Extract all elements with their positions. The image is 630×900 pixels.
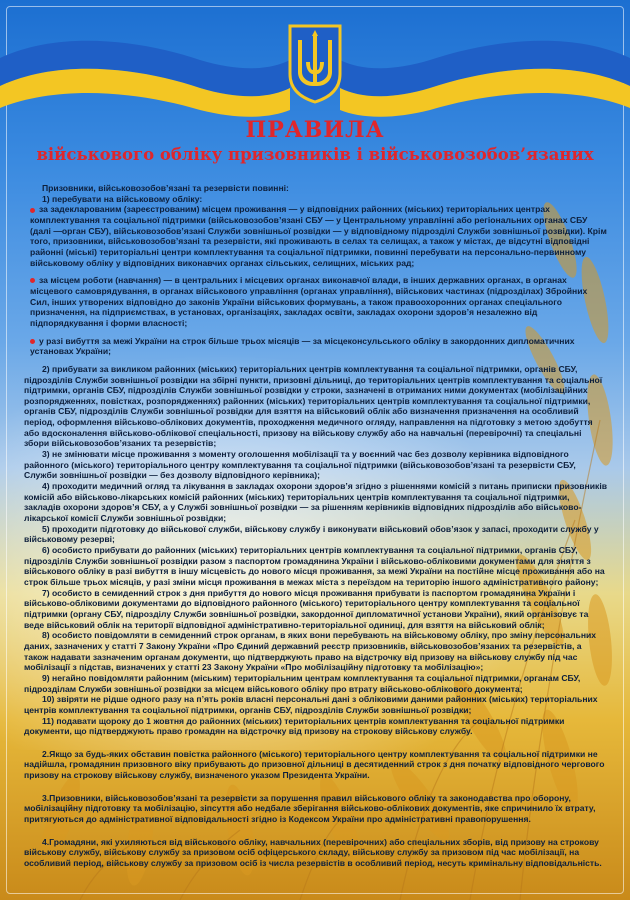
rule-1-bullet-work: за місцем роботи (навчання) — в центральних і місцевих органах виконавчої влади, в інших державних органах, в органах місцевого самоврядування, в органах військового управління (органах управління), військових частинах (підрозділах) Збройних Сил, інших утворених відповідно до законів України військових формувань, а також правоохоронних органах спеціального призначення, на підприємствах, в установах, організаціях, закладах освіти, закладах охорони здоров’я незалежно від підпорядкування і форми власності; <box>30 275 588 328</box>
section-4: 4.Громадяни, які ухиляються від військового обліку, навчальних (перевірочних) або спеціальних зборів, від призову на строкову військову службу, військову службу за призовом осіб офіцерського складу, військову службу за призовом під час мобілізації, на особливий період, військову службу за призовом осіб із числа резервістів в особливий період, несуть кримінальну відповідальність. <box>24 836 602 869</box>
bullet-icon <box>30 208 35 213</box>
bullet-icon <box>30 339 35 344</box>
rule-1-bullet-abroad: у разі вибуття за межі України на строк більше трьох місяців — за місцеконсульського обліку в закордонних дипломатичних установах України; <box>30 335 575 357</box>
rule-9: 9) негайно повідомляти районним (міським) територіальним центрам комплектування та соціальної підтримки, органам СБУ, підрозділам Служби зовнішньої розвідки за місцем військового обліку про втрату військово-облікового документа; <box>24 672 581 694</box>
rule-1-bullet-residence: за задекларованим (зареєстрованим) місцем проживання — у відповідних районних (міських) територіальних центрах комплектування та соціальної підтримки (військовозобов’язані СБУ — у Центральному управлінні або регіональних органах СБУ (далі —орган СБУ), військовозобов’язані Служби зовнішньої розвідки — у відповідному підрозділі Служби зовнішньої розвідки). Крім того, призовники, військовозобов’язані та резервісти, які проживають в селах та селищах, а також у містах, де відсутні відповідні районні (міські) територіальні центри комплектування та соціальної підтримки, повинні перебувати на персонально-первинному військовому обліку у відповідних виконавчих органах сільських, селищних, міських рад; <box>30 204 607 268</box>
rule-7: 7) особисто в семиденний строк з дня прибуття до нового місця проживання прибувати із паспортом громадянина України і військово-обліковими документами до відповідного районного (міського) територіального центру комплектування та соціальної підтримки (органу СБУ, підрозділу Служби зовнішньої розвідки, закордонної дипломатичної установи України), який організовує та веде військовий облік на території відповідної адміністративно-територіальної одиниці, для взяття на військовий облік; <box>24 587 589 630</box>
trident-emblem <box>286 22 344 104</box>
intro-text: Призовники, військовозобов’язані та резервісти повинні: <box>42 183 289 193</box>
rule-1: 1) перебувати на військовому обліку: <box>42 193 203 204</box>
rule-5: 5) проходити підготовку до військової служби, військову службу і виконувати військовий обов’язок у запасі, проходити службу у військовому резерві; <box>24 523 599 545</box>
rule-4: 4) проходити медичний огляд та лікування в закладах охорони здоров’я згідно з рішеннями комісій з питань приписки призовників комісій або військово-лікарських комісій районних (міських) територіальних центрів комплектування та соціальної підтримки, закладів охорони здоров’я СБУ, а у Службі зовнішньої розвідки — за рішенням керівників відповідних підрозділів або військово-лікарської комісії Служби зовнішньої розвідки; <box>24 481 607 524</box>
rules-text <box>24 183 608 895</box>
poster-title: ПРАВИЛА <box>245 117 385 143</box>
rule-8: 8) особисто повідомляти в семиденний строк органам, в яких вони перебувають на військовому обліку, про зміну персональних даних, зазначених у статті 7 Закону України «Про Єдиний державний реєстр призовників, військовозобов’язаних та резервістів, а також надавати зазначеним органам документи, що підтверджують право на відстрочку від призову на військову службу під час мобілізації з підстав, визначених у статті 23 Закону України «Про мобілізаційну підготовку та мобілізацію»; <box>24 630 597 673</box>
poster-subtitle: військового обліку призовників і військовозобов’язаних <box>36 145 594 164</box>
rule-11: 11) подавати щороку до 1 жовтня до районних (міських) територіальних центрів комплектування та соціальної підтримки документи, що підтверджують право громадян на відстрочку від призову на строкову військову службу. <box>24 715 565 737</box>
section-2: 2.Якщо за будь-яких обставин повістка районного (міського) територіального центру комплектування та соціальної підтримки не надійшла, громадянин призовного віку прибувають до призовної дільниці в десятиденний строк з дня початку відповідного чергового призову на строкову військову службу, визначеного указом Президента України. <box>24 748 605 781</box>
section-3: 3.Призовники, військовозобов’язані та резервісти за порушення правил військового обліку та законодавства про оборону, мобілізаційну підготовку та мобілізацію, зіпсуття або недбале зберігання військово-облікових документів, яке спричинило їх втрату, притягуються до адміністративної відповідальності згідно із Кодексом України про адміністративні правопорушення. <box>24 792 596 825</box>
bullet-icon <box>30 278 35 283</box>
rule-10: 10) звіряти не рідше одного разу на п’ять років власні персональні дані з обліковими даними районних (міських) територіальних центрів комплектування та соціальної підтримки, органів СБУ, підрозділів Служби зовнішньої розвідки; <box>24 694 598 715</box>
rule-2: 2) прибувати за викликом районних (міських) територіальних центрів комплектування та соціальної підтримки, органів СБУ, підрозділів Служби зовнішньої розвідки на збірні пункти, призовні дільниці, до територіальних центрів комплектування та соціальної підтримки, органів СБУ, підрозділів Служби зовнішньої розвідки у строки, зазначені в отриманих ними документах (мобілізаційних розпорядженнях, повістках, розпорядженнях) районних (міських) територіальних центрів комплектування та соціальної підтримки, органів СБУ, підрозділів Служби зовнішньої розвідки для взяття на військовий облік або визначення призначення на особливий період, оформлення військово-облікових документів, проходження медичного огляду, направлення на підготовку з метою здобуття або вдосконалення військово-облікової спеціальності, призову на військову службу або на навчальні (перевірочні) та спеціальні збори військовозобов’язаних та резервістів; <box>24 363 603 449</box>
rule-6: 6) особисто прибувати до районних (міських) територіальних центрів комплектування та соціальної підтримки, органів СБУ, підрозділів Служби зовнішньої розвідки разом з паспортом громадянина України і військово-обліковими документами для зняття з військового обліку в разі вибуття в іншу місцевість до нового місця проживання, за межі України на постійне місце проживання або на строк більше трьох місяців, у разі зміни місця проживання в межах міста з переїздом на територію іншого адміністративного району; <box>24 545 605 587</box>
rule-3: 3) не змінювати місце проживання з моменту оголошення мобілізації та у воєнний час без дозволу керівника відповідного районного (міського) територіального центру комплектування та соціальної підтримки (військовозобов’язані та резервісти СБУ, Служби зовнішньої розвідки — без дозволу відповідного керівника); <box>24 449 576 481</box>
